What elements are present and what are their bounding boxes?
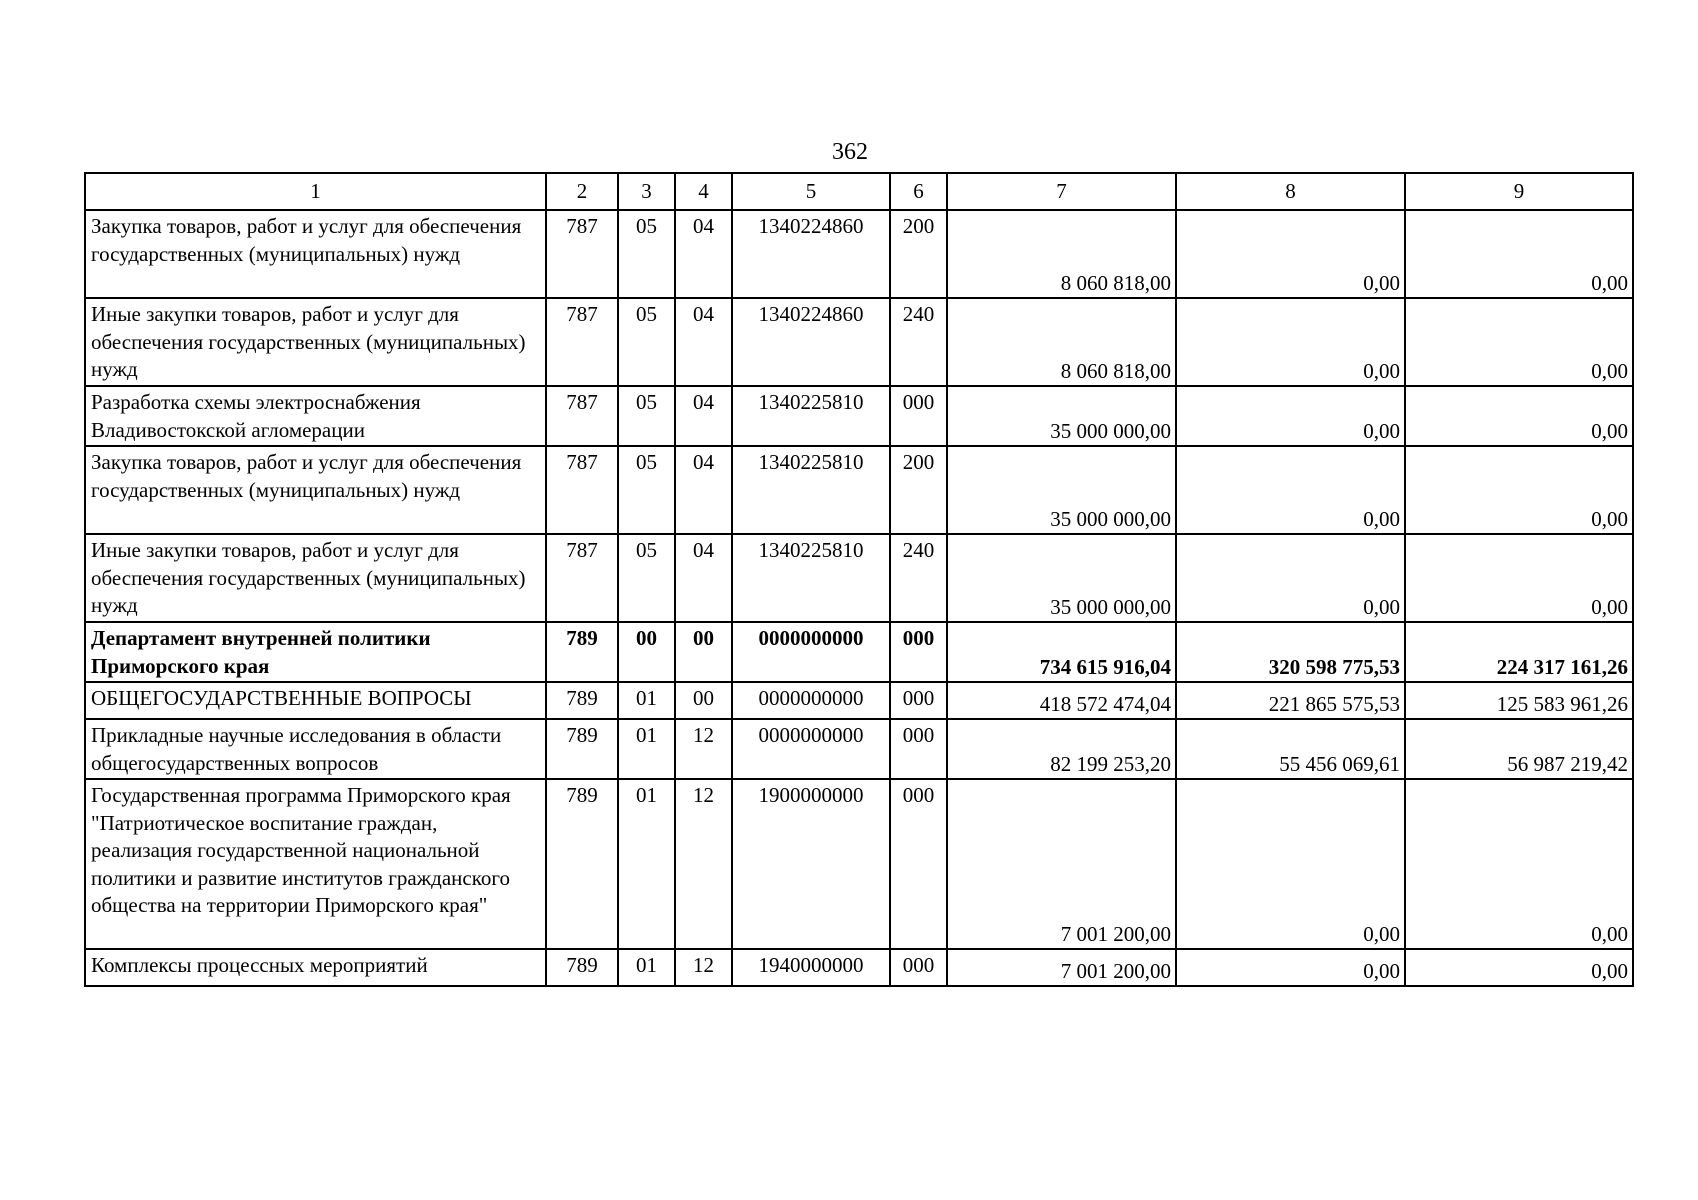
amount-col-7: 7 001 200,00 — [947, 949, 1176, 986]
section-code: 05 — [618, 298, 675, 386]
table-row — [85, 682, 1633, 719]
row-name: Разработка схемы электроснабжения Владивостокской агломерации — [85, 386, 546, 446]
target-code: 0000000000 — [732, 622, 890, 682]
column-header: 2 — [546, 173, 618, 210]
subsection-code: 12 — [675, 719, 732, 779]
amount-col-8: 0,00 — [1176, 386, 1405, 446]
amount-col-7: 8 060 818,00 — [947, 210, 1176, 298]
section-code: 01 — [618, 682, 675, 719]
amount-col-7: 8 060 818,00 — [947, 298, 1176, 386]
section-code: 05 — [618, 210, 675, 298]
row-name: Закупка товаров, работ и услуг для обеспечения государственных (муниципальных) нужд — [85, 210, 546, 298]
amount-col-9: 0,00 — [1405, 210, 1633, 298]
amount-col-8: 0,00 — [1176, 446, 1405, 534]
amount-col-8: 55 456 069,61 — [1176, 719, 1405, 779]
expense-type-code: 200 — [890, 446, 947, 534]
expense-type-code: 240 — [890, 298, 947, 386]
amount-col-8: 221 865 575,53 — [1176, 682, 1405, 719]
amount-col-9: 0,00 — [1405, 386, 1633, 446]
column-header: 1 — [85, 173, 546, 210]
subsection-code: 12 — [675, 779, 732, 949]
target-code: 1940000000 — [732, 949, 890, 986]
table-row — [85, 534, 1633, 622]
subsection-code: 04 — [675, 446, 732, 534]
amount-col-9: 0,00 — [1405, 446, 1633, 534]
amount-col-8: 0,00 — [1176, 779, 1405, 949]
column-header: 9 — [1405, 173, 1633, 210]
amount-col-7: 82 199 253,20 — [947, 719, 1176, 779]
table-row — [85, 386, 1633, 446]
target-code: 1340225810 — [732, 534, 890, 622]
amount-col-8: 0,00 — [1176, 210, 1405, 298]
section-code: 05 — [618, 386, 675, 446]
expense-type-code: 240 — [890, 534, 947, 622]
target-code: 0000000000 — [732, 719, 890, 779]
table-row-department-total — [85, 622, 1633, 682]
section-code: 05 — [618, 534, 675, 622]
row-name: ОБЩЕГОСУДАРСТВЕННЫЕ ВОПРОСЫ — [85, 682, 546, 719]
row-name: Комплексы процессных мероприятий — [85, 949, 546, 986]
ministry-code: 789 — [546, 622, 618, 682]
budget-table — [84, 172, 1634, 987]
row-name: Иные закупки товаров, работ и услуг для обеспечения государственных (муниципальных) нужд — [85, 534, 546, 622]
amount-col-8: 0,00 — [1176, 949, 1405, 986]
row-name: Закупка товаров, работ и услуг для обеспечения государственных (муниципальных) нужд — [85, 446, 546, 534]
amount-col-9: 224 317 161,26 — [1405, 622, 1633, 682]
amount-col-8: 0,00 — [1176, 534, 1405, 622]
section-code: 01 — [618, 719, 675, 779]
target-code: 1340225810 — [732, 446, 890, 534]
table-row — [85, 298, 1633, 386]
page-number: 362 — [832, 139, 868, 165]
amount-col-9: 0,00 — [1405, 949, 1633, 986]
amount-col-7: 35 000 000,00 — [947, 446, 1176, 534]
row-name: Департамент внутренней политики Приморского края — [85, 622, 546, 682]
ministry-code: 787 — [546, 210, 618, 298]
column-header: 8 — [1176, 173, 1405, 210]
expense-type-code: 000 — [890, 682, 947, 719]
target-code: 1340224860 — [732, 210, 890, 298]
table-row — [85, 779, 1633, 949]
subsection-code: 04 — [675, 386, 732, 446]
target-code: 1340225810 — [732, 386, 890, 446]
target-code: 1340224860 — [732, 298, 890, 386]
subsection-code: 00 — [675, 622, 732, 682]
ministry-code: 787 — [546, 446, 618, 534]
target-code: 1900000000 — [732, 779, 890, 949]
table-row — [85, 210, 1633, 298]
expense-type-code: 000 — [890, 386, 947, 446]
amount-col-8: 320 598 775,53 — [1176, 622, 1405, 682]
column-header: 4 — [675, 173, 732, 210]
subsection-code: 12 — [675, 949, 732, 986]
amount-col-8: 0,00 — [1176, 298, 1405, 386]
amount-col-9: 0,00 — [1405, 779, 1633, 949]
section-code: 05 — [618, 446, 675, 534]
table-row — [85, 949, 1633, 986]
section-code: 01 — [618, 949, 675, 986]
table-row — [85, 446, 1633, 534]
ministry-code: 789 — [546, 949, 618, 986]
amount-col-9: 125 583 961,26 — [1405, 682, 1633, 719]
row-name: Иные закупки товаров, работ и услуг для обеспечения государственных (муниципальных) нужд — [85, 298, 546, 386]
table-header-row — [85, 173, 1633, 210]
subsection-code: 00 — [675, 682, 732, 719]
amount-col-9: 0,00 — [1405, 534, 1633, 622]
ministry-code: 789 — [546, 682, 618, 719]
section-code: 00 — [618, 622, 675, 682]
subsection-code: 04 — [675, 210, 732, 298]
column-header: 6 — [890, 173, 947, 210]
ministry-code: 787 — [546, 298, 618, 386]
subsection-code: 04 — [675, 534, 732, 622]
expense-type-code: 000 — [890, 719, 947, 779]
amount-col-9: 56 987 219,42 — [1405, 719, 1633, 779]
ministry-code: 787 — [546, 386, 618, 446]
target-code: 0000000000 — [732, 682, 890, 719]
amount-col-7: 35 000 000,00 — [947, 386, 1176, 446]
table-row — [85, 719, 1633, 779]
expense-type-code: 000 — [890, 949, 947, 986]
amount-col-7: 35 000 000,00 — [947, 534, 1176, 622]
amount-col-9: 0,00 — [1405, 298, 1633, 386]
ministry-code: 787 — [546, 534, 618, 622]
column-header: 7 — [947, 173, 1176, 210]
column-header: 3 — [618, 173, 675, 210]
row-name: Прикладные научные исследования в области общегосударственных вопросов — [85, 719, 546, 779]
row-name: Государственная программа Приморского края "Патриотическое воспитание граждан, реализация государственной национальной политики и развитие институтов гражданского общества на территории Приморского края" — [85, 779, 546, 949]
column-header: 5 — [732, 173, 890, 210]
ministry-code: 789 — [546, 719, 618, 779]
amount-col-7: 418 572 474,04 — [947, 682, 1176, 719]
ministry-code: 789 — [546, 779, 618, 949]
amount-col-7: 734 615 916,04 — [947, 622, 1176, 682]
expense-type-code: 000 — [890, 779, 947, 949]
expense-type-code: 000 — [890, 622, 947, 682]
expense-type-code: 200 — [890, 210, 947, 298]
subsection-code: 04 — [675, 298, 732, 386]
amount-col-7: 7 001 200,00 — [947, 779, 1176, 949]
section-code: 01 — [618, 779, 675, 949]
